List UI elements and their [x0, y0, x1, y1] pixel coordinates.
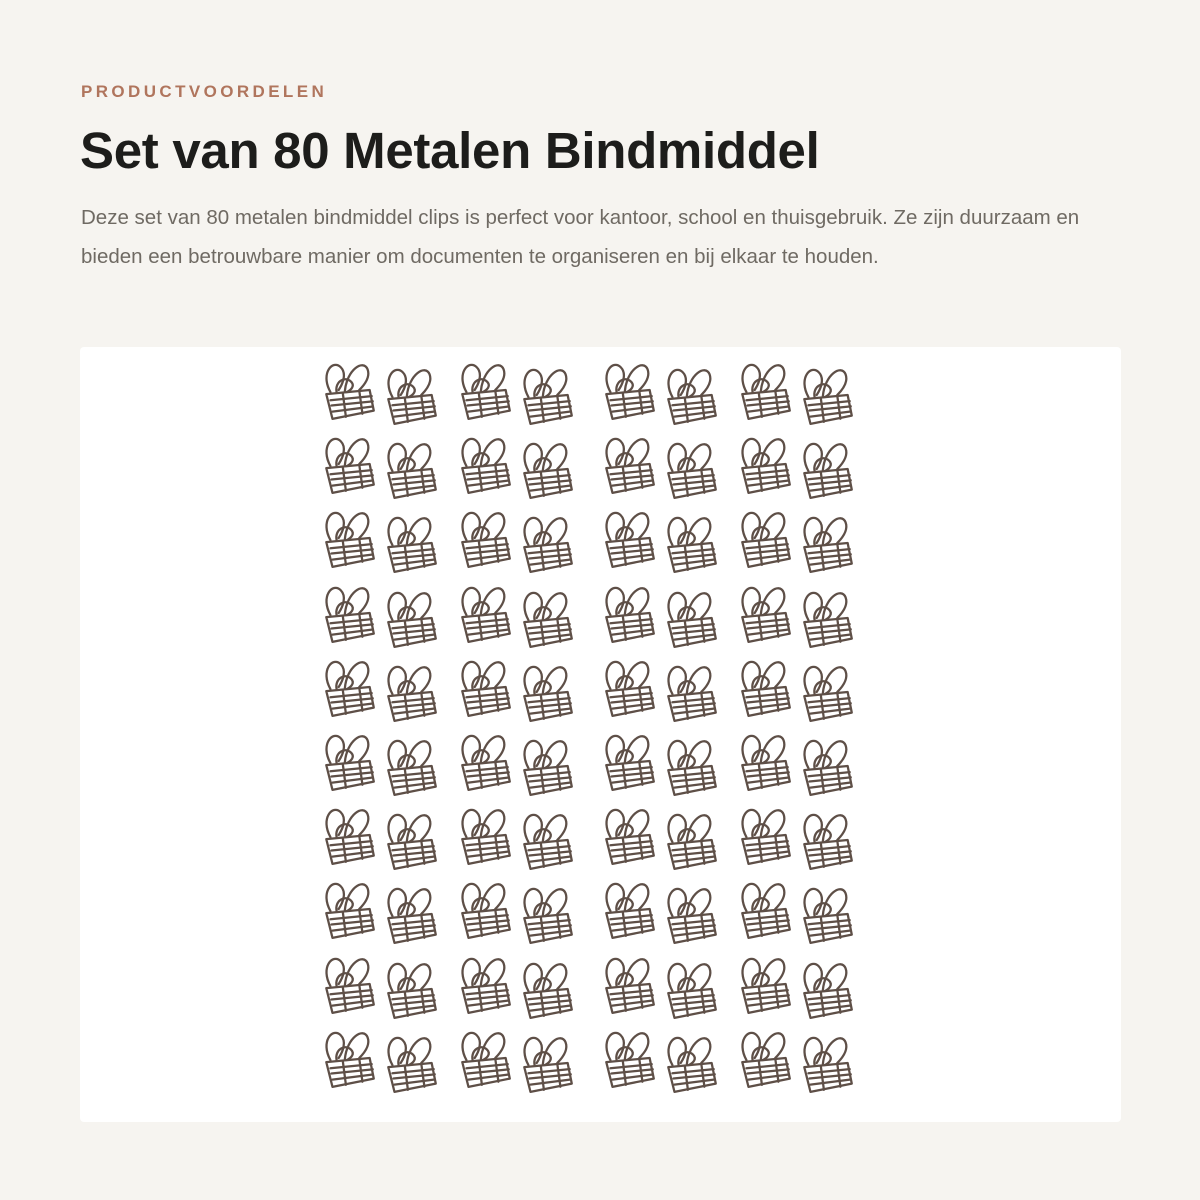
binder-clip-icon: [456, 804, 514, 868]
binder-clip-icon: [600, 730, 658, 794]
binder-clip-icon: [518, 438, 576, 502]
page-title: Set van 80 Metalen Bindmiddel: [80, 122, 820, 179]
binder-clip-icon: [798, 661, 856, 725]
binder-clip-icon: [456, 582, 514, 646]
binder-clip-icon: [320, 804, 378, 868]
binder-clip-icon: [320, 656, 378, 720]
binder-clip-icon: [662, 364, 720, 428]
binder-clip-icon: [736, 582, 794, 646]
binder-clip-icon: [736, 953, 794, 1017]
binder-clip-icon: [736, 507, 794, 571]
binder-clip-icon: [600, 507, 658, 571]
binder-clip-icon: [798, 512, 856, 576]
binder-clip-icon: [798, 587, 856, 651]
binder-clip-icon: [456, 507, 514, 571]
binder-clip-icon: [736, 878, 794, 942]
product-image: [80, 347, 1121, 1122]
binder-clip-icon: [518, 364, 576, 428]
binder-clip-icon: [662, 1032, 720, 1096]
binder-clip-icon: [320, 1027, 378, 1091]
binder-clip-icon: [736, 359, 794, 423]
binder-clip-icon: [456, 359, 514, 423]
binder-clip-icon: [600, 359, 658, 423]
binder-clip-icon: [382, 661, 440, 725]
binder-clip-icon: [600, 656, 658, 720]
binder-clip-icon: [736, 730, 794, 794]
binder-clip-icon: [456, 433, 514, 497]
binder-clip-icon: [382, 958, 440, 1022]
binder-clip-icon: [600, 804, 658, 868]
binder-clip-icon: [736, 804, 794, 868]
binder-clip-icon: [600, 878, 658, 942]
binder-clip-icon: [382, 587, 440, 651]
binder-clip-icon: [456, 730, 514, 794]
binder-clip-icon: [382, 512, 440, 576]
binder-clip-icon: [518, 809, 576, 873]
binder-clip-icon: [662, 587, 720, 651]
binder-clip-icon: [320, 953, 378, 1017]
binder-clip-icon: [518, 1032, 576, 1096]
binder-clip-icon: [736, 433, 794, 497]
binder-clip-icon: [798, 735, 856, 799]
binder-clip-icon: [382, 883, 440, 947]
binder-clip-icon: [662, 883, 720, 947]
binder-clip-icon: [518, 512, 576, 576]
binder-clip-icon: [456, 953, 514, 1017]
binder-clip-icon: [662, 512, 720, 576]
binder-clip-icon: [600, 582, 658, 646]
binder-clip-icon: [456, 878, 514, 942]
binder-clip-icon: [736, 1027, 794, 1091]
binder-clip-icon: [600, 1027, 658, 1091]
eyebrow-label: PRODUCTVOORDELEN: [81, 82, 328, 101]
product-description: Deze set van 80 metalen bindmiddel clips is perfect voor kantoor, school en thuisgebruik. Ze zijn duurzaam en bieden een betrouwbare manier om documenten te organiseren en bij elkaar te houden.: [81, 206, 1080, 268]
binder-clip-icon: [662, 735, 720, 799]
binder-clip-icon: [600, 953, 658, 1017]
binder-clip-icon: [798, 364, 856, 428]
binder-clip-icon: [662, 661, 720, 725]
binder-clip-icon: [798, 809, 856, 873]
binder-clip-icon: [456, 1027, 514, 1091]
binder-clip-icon: [382, 809, 440, 873]
binder-clip-icon: [798, 1032, 856, 1096]
binder-clip-icon: [736, 656, 794, 720]
binder-clip-icon: [382, 438, 440, 502]
binder-clip-icon: [518, 735, 576, 799]
binder-clip-icon: [662, 958, 720, 1022]
binder-clip-icon: [518, 883, 576, 947]
binder-clip-icon: [320, 433, 378, 497]
binder-clip-icon: [798, 438, 856, 502]
binder-clip-icon: [798, 883, 856, 947]
binder-clip-icon: [662, 809, 720, 873]
binder-clip-icon: [382, 735, 440, 799]
binder-clip-icon: [320, 507, 378, 571]
binder-clip-icon: [456, 656, 514, 720]
binder-clip-icon: [798, 958, 856, 1022]
binder-clip-icon: [320, 730, 378, 794]
binder-clip-icon: [518, 958, 576, 1022]
binder-clip-icon: [320, 878, 378, 942]
binder-clip-icon: [382, 364, 440, 428]
binder-clip-grid: [320, 359, 880, 1109]
binder-clip-icon: [320, 359, 378, 423]
binder-clip-icon: [600, 433, 658, 497]
binder-clip-icon: [518, 661, 576, 725]
binder-clip-icon: [320, 582, 378, 646]
binder-clip-icon: [518, 587, 576, 651]
binder-clip-icon: [662, 438, 720, 502]
binder-clip-icon: [382, 1032, 440, 1096]
